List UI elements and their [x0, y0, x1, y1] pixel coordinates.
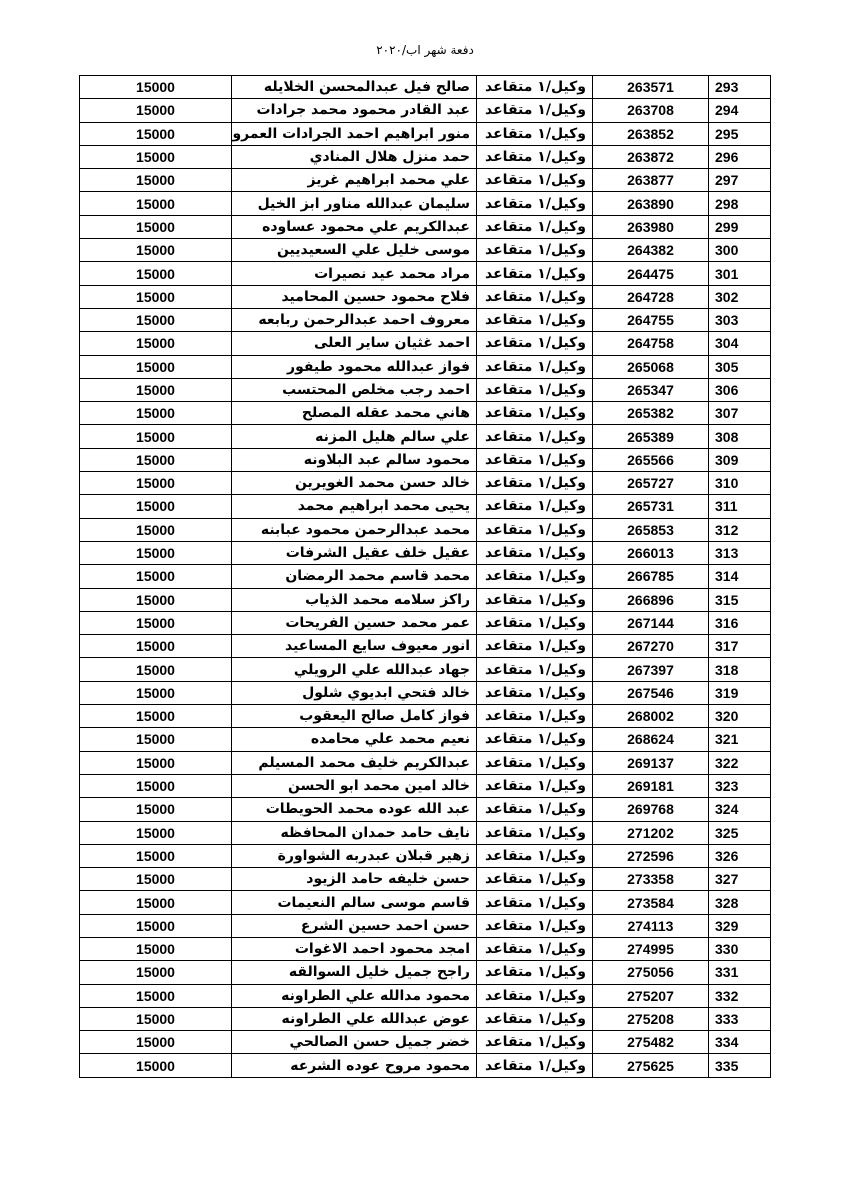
name-cell: محمود مدالله علي الطراونه: [232, 984, 477, 1007]
service-number: 265566: [593, 448, 709, 471]
amount-cell: 15000: [80, 1054, 232, 1077]
service-number: 266785: [593, 565, 709, 588]
table-row: [80, 308, 771, 331]
row-index: 307: [709, 402, 771, 425]
amount-cell: 15000: [80, 868, 232, 891]
rank-cell: وكيل/١ متقاعد: [477, 868, 593, 891]
row-index: 319: [709, 681, 771, 704]
amount-cell: 15000: [80, 402, 232, 425]
table-row: [80, 495, 771, 518]
service-number: 265389: [593, 425, 709, 448]
amount-cell: 15000: [80, 192, 232, 215]
amount-cell: 15000: [80, 681, 232, 704]
service-number: 274995: [593, 937, 709, 960]
amount-cell: 15000: [80, 472, 232, 495]
table-row: [80, 262, 771, 285]
row-index: 330: [709, 937, 771, 960]
amount-cell: 15000: [80, 285, 232, 308]
name-cell: عقيل خلف عقيل الشرفات: [232, 541, 477, 564]
table-row: [80, 355, 771, 378]
amount-cell: 15000: [80, 262, 232, 285]
rank-cell: وكيل/١ متقاعد: [477, 1054, 593, 1077]
row-index: 323: [709, 774, 771, 797]
rank-cell: وكيل/١ متقاعد: [477, 332, 593, 355]
rank-cell: وكيل/١ متقاعد: [477, 76, 593, 99]
service-number: 268002: [593, 705, 709, 728]
name-cell: مراد محمد عيد نصيرات: [232, 262, 477, 285]
name-cell: امجد محمود احمد الاغوات: [232, 937, 477, 960]
rank-cell: وكيل/١ متقاعد: [477, 99, 593, 122]
service-number: 269137: [593, 751, 709, 774]
row-index: 334: [709, 1031, 771, 1054]
amount-cell: 15000: [80, 751, 232, 774]
name-cell: خالد فتحي ابديوي شلول: [232, 681, 477, 704]
name-cell: محمد قاسم محمد الرمضان: [232, 565, 477, 588]
table-row: [80, 1007, 771, 1030]
name-cell: حمد منزل هلال المنادي: [232, 145, 477, 168]
row-index: 331: [709, 961, 771, 984]
name-cell: عمر محمد حسين الفريحات: [232, 611, 477, 634]
table-row: [80, 285, 771, 308]
amount-cell: 15000: [80, 169, 232, 192]
service-number: 265727: [593, 472, 709, 495]
rank-cell: وكيل/١ متقاعد: [477, 821, 593, 844]
row-index: 306: [709, 378, 771, 401]
rank-cell: وكيل/١ متقاعد: [477, 681, 593, 704]
table-row: [80, 937, 771, 960]
amount-cell: 15000: [80, 239, 232, 262]
table-row: [80, 961, 771, 984]
name-cell: علي سالم هليل المزنه: [232, 425, 477, 448]
table-row: [80, 448, 771, 471]
amount-cell: 15000: [80, 308, 232, 331]
row-index: 294: [709, 99, 771, 122]
service-number: 264758: [593, 332, 709, 355]
name-cell: هاني محمد عقله المصلح: [232, 402, 477, 425]
table-row: [80, 145, 771, 168]
row-index: 296: [709, 145, 771, 168]
service-number: 275625: [593, 1054, 709, 1077]
rank-cell: وكيل/١ متقاعد: [477, 402, 593, 425]
rank-cell: وكيل/١ متقاعد: [477, 472, 593, 495]
amount-cell: 15000: [80, 798, 232, 821]
row-index: 304: [709, 332, 771, 355]
rank-cell: وكيل/١ متقاعد: [477, 285, 593, 308]
name-cell: معروف احمد عبدالرحمن ربابعه: [232, 308, 477, 331]
rank-cell: وكيل/١ متقاعد: [477, 565, 593, 588]
rank-cell: وكيل/١ متقاعد: [477, 518, 593, 541]
service-number: 264755: [593, 308, 709, 331]
row-index: 315: [709, 588, 771, 611]
row-index: 309: [709, 448, 771, 471]
service-number: 268624: [593, 728, 709, 751]
service-number: 267397: [593, 658, 709, 681]
table-row: [80, 705, 771, 728]
rank-cell: وكيل/١ متقاعد: [477, 635, 593, 658]
rank-cell: وكيل/١ متقاعد: [477, 774, 593, 797]
row-index: 329: [709, 914, 771, 937]
row-index: 297: [709, 169, 771, 192]
table-row: [80, 728, 771, 751]
service-number: 265068: [593, 355, 709, 378]
row-index: 310: [709, 472, 771, 495]
service-number: 267546: [593, 681, 709, 704]
rank-cell: وكيل/١ متقاعد: [477, 914, 593, 937]
row-index: 308: [709, 425, 771, 448]
rank-cell: وكيل/١ متقاعد: [477, 145, 593, 168]
name-cell: علي محمد ابراهيم غريز: [232, 169, 477, 192]
rank-cell: وكيل/١ متقاعد: [477, 262, 593, 285]
name-cell: حسن خليفه حامد الزيود: [232, 868, 477, 891]
service-number: 274113: [593, 914, 709, 937]
row-index: 301: [709, 262, 771, 285]
rank-cell: وكيل/١ متقاعد: [477, 378, 593, 401]
rank-cell: وكيل/١ متقاعد: [477, 751, 593, 774]
row-index: 332: [709, 984, 771, 1007]
rank-cell: وكيل/١ متقاعد: [477, 728, 593, 751]
service-number: 269181: [593, 774, 709, 797]
rank-cell: وكيل/١ متقاعد: [477, 937, 593, 960]
amount-cell: 15000: [80, 961, 232, 984]
table-row: [80, 751, 771, 774]
name-cell: محمود سالم عبد البلاونه: [232, 448, 477, 471]
rank-cell: وكيل/١ متقاعد: [477, 1007, 593, 1030]
table-row: [80, 541, 771, 564]
row-index: 318: [709, 658, 771, 681]
table-row: [80, 518, 771, 541]
amount-cell: 15000: [80, 891, 232, 914]
amount-cell: 15000: [80, 588, 232, 611]
service-number: 273584: [593, 891, 709, 914]
table-row: [80, 611, 771, 634]
rank-cell: وكيل/١ متقاعد: [477, 169, 593, 192]
rank-cell: وكيل/١ متقاعد: [477, 541, 593, 564]
row-index: 312: [709, 518, 771, 541]
rank-cell: وكيل/١ متقاعد: [477, 495, 593, 518]
name-cell: محمد عبدالرحمن محمود عبابنه: [232, 518, 477, 541]
row-index: 299: [709, 215, 771, 238]
name-cell: عبدالكريم علي محمود عساوده: [232, 215, 477, 238]
row-index: 333: [709, 1007, 771, 1030]
roster-body: [80, 76, 771, 1078]
service-number: 263852: [593, 122, 709, 145]
amount-cell: 15000: [80, 914, 232, 937]
service-number: 264728: [593, 285, 709, 308]
service-number: 263571: [593, 76, 709, 99]
service-number: 263877: [593, 169, 709, 192]
rank-cell: وكيل/١ متقاعد: [477, 658, 593, 681]
amount-cell: 15000: [80, 99, 232, 122]
amount-cell: 15000: [80, 518, 232, 541]
amount-cell: 15000: [80, 565, 232, 588]
table-row: [80, 868, 771, 891]
service-number: 263872: [593, 145, 709, 168]
rank-cell: وكيل/١ متقاعد: [477, 122, 593, 145]
name-cell: يحيى محمد ابراهيم محمد: [232, 495, 477, 518]
table-row: [80, 76, 771, 99]
name-cell: خالد حسن محمد الغويرين: [232, 472, 477, 495]
table-row: [80, 192, 771, 215]
name-cell: انور معيوف سايع المساعيد: [232, 635, 477, 658]
amount-cell: 15000: [80, 425, 232, 448]
row-index: 325: [709, 821, 771, 844]
name-cell: محمود مروح عوده الشرعه: [232, 1054, 477, 1077]
rank-cell: وكيل/١ متقاعد: [477, 192, 593, 215]
table-row: [80, 239, 771, 262]
rank-cell: وكيل/١ متقاعد: [477, 611, 593, 634]
rank-cell: وكيل/١ متقاعد: [477, 705, 593, 728]
rank-cell: وكيل/١ متقاعد: [477, 448, 593, 471]
row-index: 305: [709, 355, 771, 378]
service-number: 271202: [593, 821, 709, 844]
service-number: 267270: [593, 635, 709, 658]
service-number: 265731: [593, 495, 709, 518]
service-number: 263890: [593, 192, 709, 215]
table-row: [80, 658, 771, 681]
table-row: [80, 402, 771, 425]
row-index: 327: [709, 868, 771, 891]
amount-cell: 15000: [80, 122, 232, 145]
name-cell: عبد الله عوده محمد الحويطات: [232, 798, 477, 821]
table-row: [80, 844, 771, 867]
service-number: 275056: [593, 961, 709, 984]
row-index: 300: [709, 239, 771, 262]
amount-cell: 15000: [80, 145, 232, 168]
row-index: 302: [709, 285, 771, 308]
amount-cell: 15000: [80, 844, 232, 867]
service-number: 267144: [593, 611, 709, 634]
row-index: 317: [709, 635, 771, 658]
rank-cell: وكيل/١ متقاعد: [477, 588, 593, 611]
row-index: 326: [709, 844, 771, 867]
name-cell: عوض عبدالله علي الطراونه: [232, 1007, 477, 1030]
row-index: 295: [709, 122, 771, 145]
name-cell: جهاد عبدالله علي الرويلي: [232, 658, 477, 681]
rank-cell: وكيل/١ متقاعد: [477, 308, 593, 331]
name-cell: صالح فيل عبدالمحسن الخلايله: [232, 76, 477, 99]
amount-cell: 15000: [80, 495, 232, 518]
amount-cell: 15000: [80, 1031, 232, 1054]
amount-cell: 15000: [80, 728, 232, 751]
page-title: دفعة شهر اب/٢٠٢٠: [376, 43, 474, 57]
rank-cell: وكيل/١ متقاعد: [477, 239, 593, 262]
service-number: 265347: [593, 378, 709, 401]
rank-cell: وكيل/١ متقاعد: [477, 961, 593, 984]
name-cell: خالد امين محمد ابو الحسن: [232, 774, 477, 797]
rank-cell: وكيل/١ متقاعد: [477, 1031, 593, 1054]
service-number: 275207: [593, 984, 709, 1007]
row-index: 335: [709, 1054, 771, 1077]
rank-cell: وكيل/١ متقاعد: [477, 984, 593, 1007]
rank-cell: وكيل/١ متقاعد: [477, 891, 593, 914]
name-cell: عبد القادر محمود محمد جرادات: [232, 99, 477, 122]
table-row: [80, 425, 771, 448]
amount-cell: 15000: [80, 541, 232, 564]
service-number: 264475: [593, 262, 709, 285]
table-row: [80, 169, 771, 192]
name-cell: احمد رجب مخلص المحتسب: [232, 378, 477, 401]
table-row: [80, 122, 771, 145]
table-row: [80, 472, 771, 495]
table-row: [80, 378, 771, 401]
amount-cell: 15000: [80, 1007, 232, 1030]
table-row: [80, 1031, 771, 1054]
name-cell: نايف حامد حمدان المحافظه: [232, 821, 477, 844]
rank-cell: وكيل/١ متقاعد: [477, 844, 593, 867]
amount-cell: 15000: [80, 611, 232, 634]
name-cell: عبدالكريم خليف محمد المسيلم: [232, 751, 477, 774]
table-row: [80, 332, 771, 355]
row-index: 321: [709, 728, 771, 751]
name-cell: خضر جميل حسن الصالحي: [232, 1031, 477, 1054]
row-index: 314: [709, 565, 771, 588]
service-number: 266896: [593, 588, 709, 611]
service-number: 275208: [593, 1007, 709, 1030]
table-row: [80, 1054, 771, 1077]
name-cell: فلاح محمود حسين المحاميد: [232, 285, 477, 308]
amount-cell: 15000: [80, 215, 232, 238]
service-number: 272596: [593, 844, 709, 867]
service-number: 263708: [593, 99, 709, 122]
service-number: 275482: [593, 1031, 709, 1054]
row-index: 320: [709, 705, 771, 728]
name-cell: موسى خليل علي السعيديين: [232, 239, 477, 262]
name-cell: زهير قبلان عبدربه الشواورة: [232, 844, 477, 867]
name-cell: نعيم محمد علي محامده: [232, 728, 477, 751]
row-index: 313: [709, 541, 771, 564]
table-row: [80, 99, 771, 122]
table-row: [80, 681, 771, 704]
name-cell: قاسم موسى سالم النعيمات: [232, 891, 477, 914]
amount-cell: 15000: [80, 705, 232, 728]
amount-cell: 15000: [80, 378, 232, 401]
name-cell: راجح جميل خليل السوالقه: [232, 961, 477, 984]
rank-cell: وكيل/١ متقاعد: [477, 355, 593, 378]
service-number: 263980: [593, 215, 709, 238]
row-index: 324: [709, 798, 771, 821]
row-index: 311: [709, 495, 771, 518]
table-row: [80, 588, 771, 611]
table-row: [80, 914, 771, 937]
name-cell: فواز عبدالله محمود طيفور: [232, 355, 477, 378]
service-number: 264382: [593, 239, 709, 262]
name-cell: احمد غثيان ساير العلى: [232, 332, 477, 355]
row-index: 316: [709, 611, 771, 634]
table-row: [80, 821, 771, 844]
name-cell: سليمان عبدالله مناور ابز الخيل: [232, 192, 477, 215]
name-cell: راكز سلامه محمد الذياب: [232, 588, 477, 611]
table-row: [80, 774, 771, 797]
amount-cell: 15000: [80, 448, 232, 471]
table-row: [80, 635, 771, 658]
rank-cell: وكيل/١ متقاعد: [477, 425, 593, 448]
row-index: 303: [709, 308, 771, 331]
table-row: [80, 798, 771, 821]
amount-cell: 15000: [80, 332, 232, 355]
name-cell: فواز كامل صالح اليعقوب: [232, 705, 477, 728]
service-number: 265382: [593, 402, 709, 425]
service-number: 273358: [593, 868, 709, 891]
roster-table: [79, 75, 771, 1078]
service-number: 266013: [593, 541, 709, 564]
table-row: [80, 984, 771, 1007]
row-index: 293: [709, 76, 771, 99]
amount-cell: 15000: [80, 984, 232, 1007]
amount-cell: 15000: [80, 76, 232, 99]
name-cell: منور ابراهيم احمد الجرادات العمرو: [232, 122, 477, 145]
rank-cell: وكيل/١ متقاعد: [477, 215, 593, 238]
service-number: 269768: [593, 798, 709, 821]
amount-cell: 15000: [80, 821, 232, 844]
table-row: [80, 215, 771, 238]
rank-cell: وكيل/١ متقاعد: [477, 798, 593, 821]
row-index: 328: [709, 891, 771, 914]
service-number: 265853: [593, 518, 709, 541]
table-row: [80, 565, 771, 588]
amount-cell: 15000: [80, 355, 232, 378]
name-cell: حسن احمد حسين الشرع: [232, 914, 477, 937]
row-index: 298: [709, 192, 771, 215]
amount-cell: 15000: [80, 937, 232, 960]
table-row: [80, 891, 771, 914]
amount-cell: 15000: [80, 658, 232, 681]
amount-cell: 15000: [80, 635, 232, 658]
amount-cell: 15000: [80, 774, 232, 797]
row-index: 322: [709, 751, 771, 774]
